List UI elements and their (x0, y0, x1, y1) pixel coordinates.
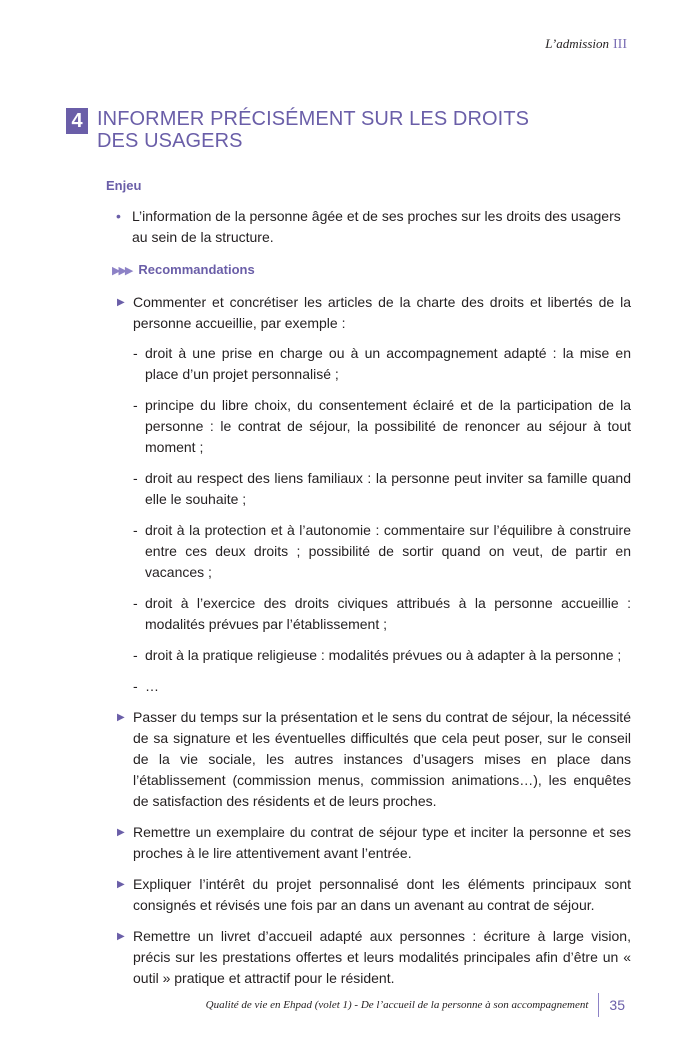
sub-item (133, 520, 631, 583)
recommandation-text: Remettre un exemplaire du contrat de séjour type et inciter la personne et ses proches à le lire attentivement avant l’entrée. (133, 824, 631, 861)
recommandation-text: Passer du temps sur la présentation et le sens du contrat de séjour, la nécessité de sa signature et les éventuelles difficultés que cela peut poser, sur le conseil de la vie sociale, les autres instances d’usagers mises en place dans l’établissement (commission menus, commission animations…), les enquêtes de satisfaction des résidents et de leurs proches. (133, 709, 631, 809)
dash-bullet: - (133, 470, 138, 486)
sub-item-text: droit au respect des liens familiaux : la personne peut inviter sa famille quand elle le souhaite ; (145, 470, 631, 507)
triangle-bullet-icon: ▶ (117, 297, 125, 308)
enjeu-paragraph: L’information de la personne âgée et de ses proches sur les droits des usagers au sein de la structure. (132, 208, 621, 245)
dash-bullet: - (133, 595, 138, 611)
sub-item (133, 343, 631, 385)
triple-arrow-icon: ▶▶▶ (112, 265, 132, 277)
recommandation-item (115, 822, 631, 864)
enjeu-text (116, 206, 630, 248)
recommandation-item (115, 707, 631, 812)
running-head (545, 36, 627, 53)
section-title (97, 108, 633, 152)
triangle-bullet-icon: ▶ (117, 712, 125, 723)
recommandations-list (115, 292, 631, 999)
footer-publication: Qualité de vie en Ehpad (volet 1) - De l’accueil de la personne à son accompagnement (205, 999, 589, 1011)
recommandations-label-text: Recommandations (138, 262, 255, 277)
dash-bullet: - (133, 678, 138, 694)
dash-bullet: - (133, 647, 138, 663)
sub-item-text: droit à la protection et à l’autonomie : commentaire sur l’équilibre à construire entre ces deux droits ; possibilité de sortir quand on veut, de partir en vacances ; (145, 522, 631, 580)
page-footer (206, 993, 625, 1017)
recommandation-item (115, 292, 631, 697)
sub-item (133, 676, 631, 697)
sub-item-text: droit à la pratique religieuse : modalités prévues ou à adapter à la personne ; (145, 647, 622, 663)
sub-item-text: droit à une prise en charge ou à un accompagnement adapté : la mise en place d’un projet personnalisé ; (145, 345, 631, 382)
sub-item-text: droit à l’exercice des droits civiques attribués à la personne accueillie : modalités prévues par l’établissement ; (145, 595, 631, 632)
recommandation-text: Commenter et concrétiser les articles de la charte des droits et libertés de la personne accueillie, par exemple : (133, 294, 631, 331)
dash-bullet: - (133, 522, 138, 538)
section-number-badge: 4 (66, 108, 88, 134)
sub-item (133, 593, 631, 635)
triangle-bullet-icon: ▶ (117, 879, 125, 890)
section-title-line2: DES USAGERS (97, 130, 243, 152)
running-title: L’admission (545, 36, 609, 51)
recommandation-text: Remettre un livret d’accueil adapté aux personnes : écriture à large vision, précis sur les prestations offertes et leurs modalités principales afin d’être un « outil » pratique et attractif pour le résident. (133, 928, 631, 986)
bullet-dot-icon: • (116, 208, 121, 224)
section-heading (66, 108, 633, 152)
sub-item-text: principe du libre choix, du consentement éclairé et de la participation de la personne : le contrat de séjour, la possibilité de renoncer au séjour à tout moment ; (145, 397, 631, 455)
recommandation-text: Expliquer l’intérêt du projet personnalisé dont les éléments principaux sont consignés et révisés une fois par an dans un avenant au contrat de séjour. (133, 876, 631, 913)
triangle-bullet-icon: ▶ (117, 827, 125, 838)
recommandation-item (115, 874, 631, 916)
page-number: 35 (609, 997, 625, 1013)
dash-bullet: - (133, 345, 138, 361)
footer-divider (598, 993, 599, 1017)
sub-item (133, 468, 631, 510)
dash-bullet: - (133, 397, 138, 413)
recommandations-label (112, 262, 255, 277)
enjeu-label: Enjeu (106, 178, 142, 193)
sub-item (133, 645, 631, 666)
recommandation-item (115, 926, 631, 989)
chapter-number: III (613, 37, 627, 52)
sub-item (133, 395, 631, 458)
sub-item-text: … (145, 678, 159, 694)
triangle-bullet-icon: ▶ (117, 931, 125, 942)
sub-list (133, 343, 631, 697)
section-title-line1: INFORMER PRÉCISÉMENT SUR LES DROITS (97, 108, 530, 130)
